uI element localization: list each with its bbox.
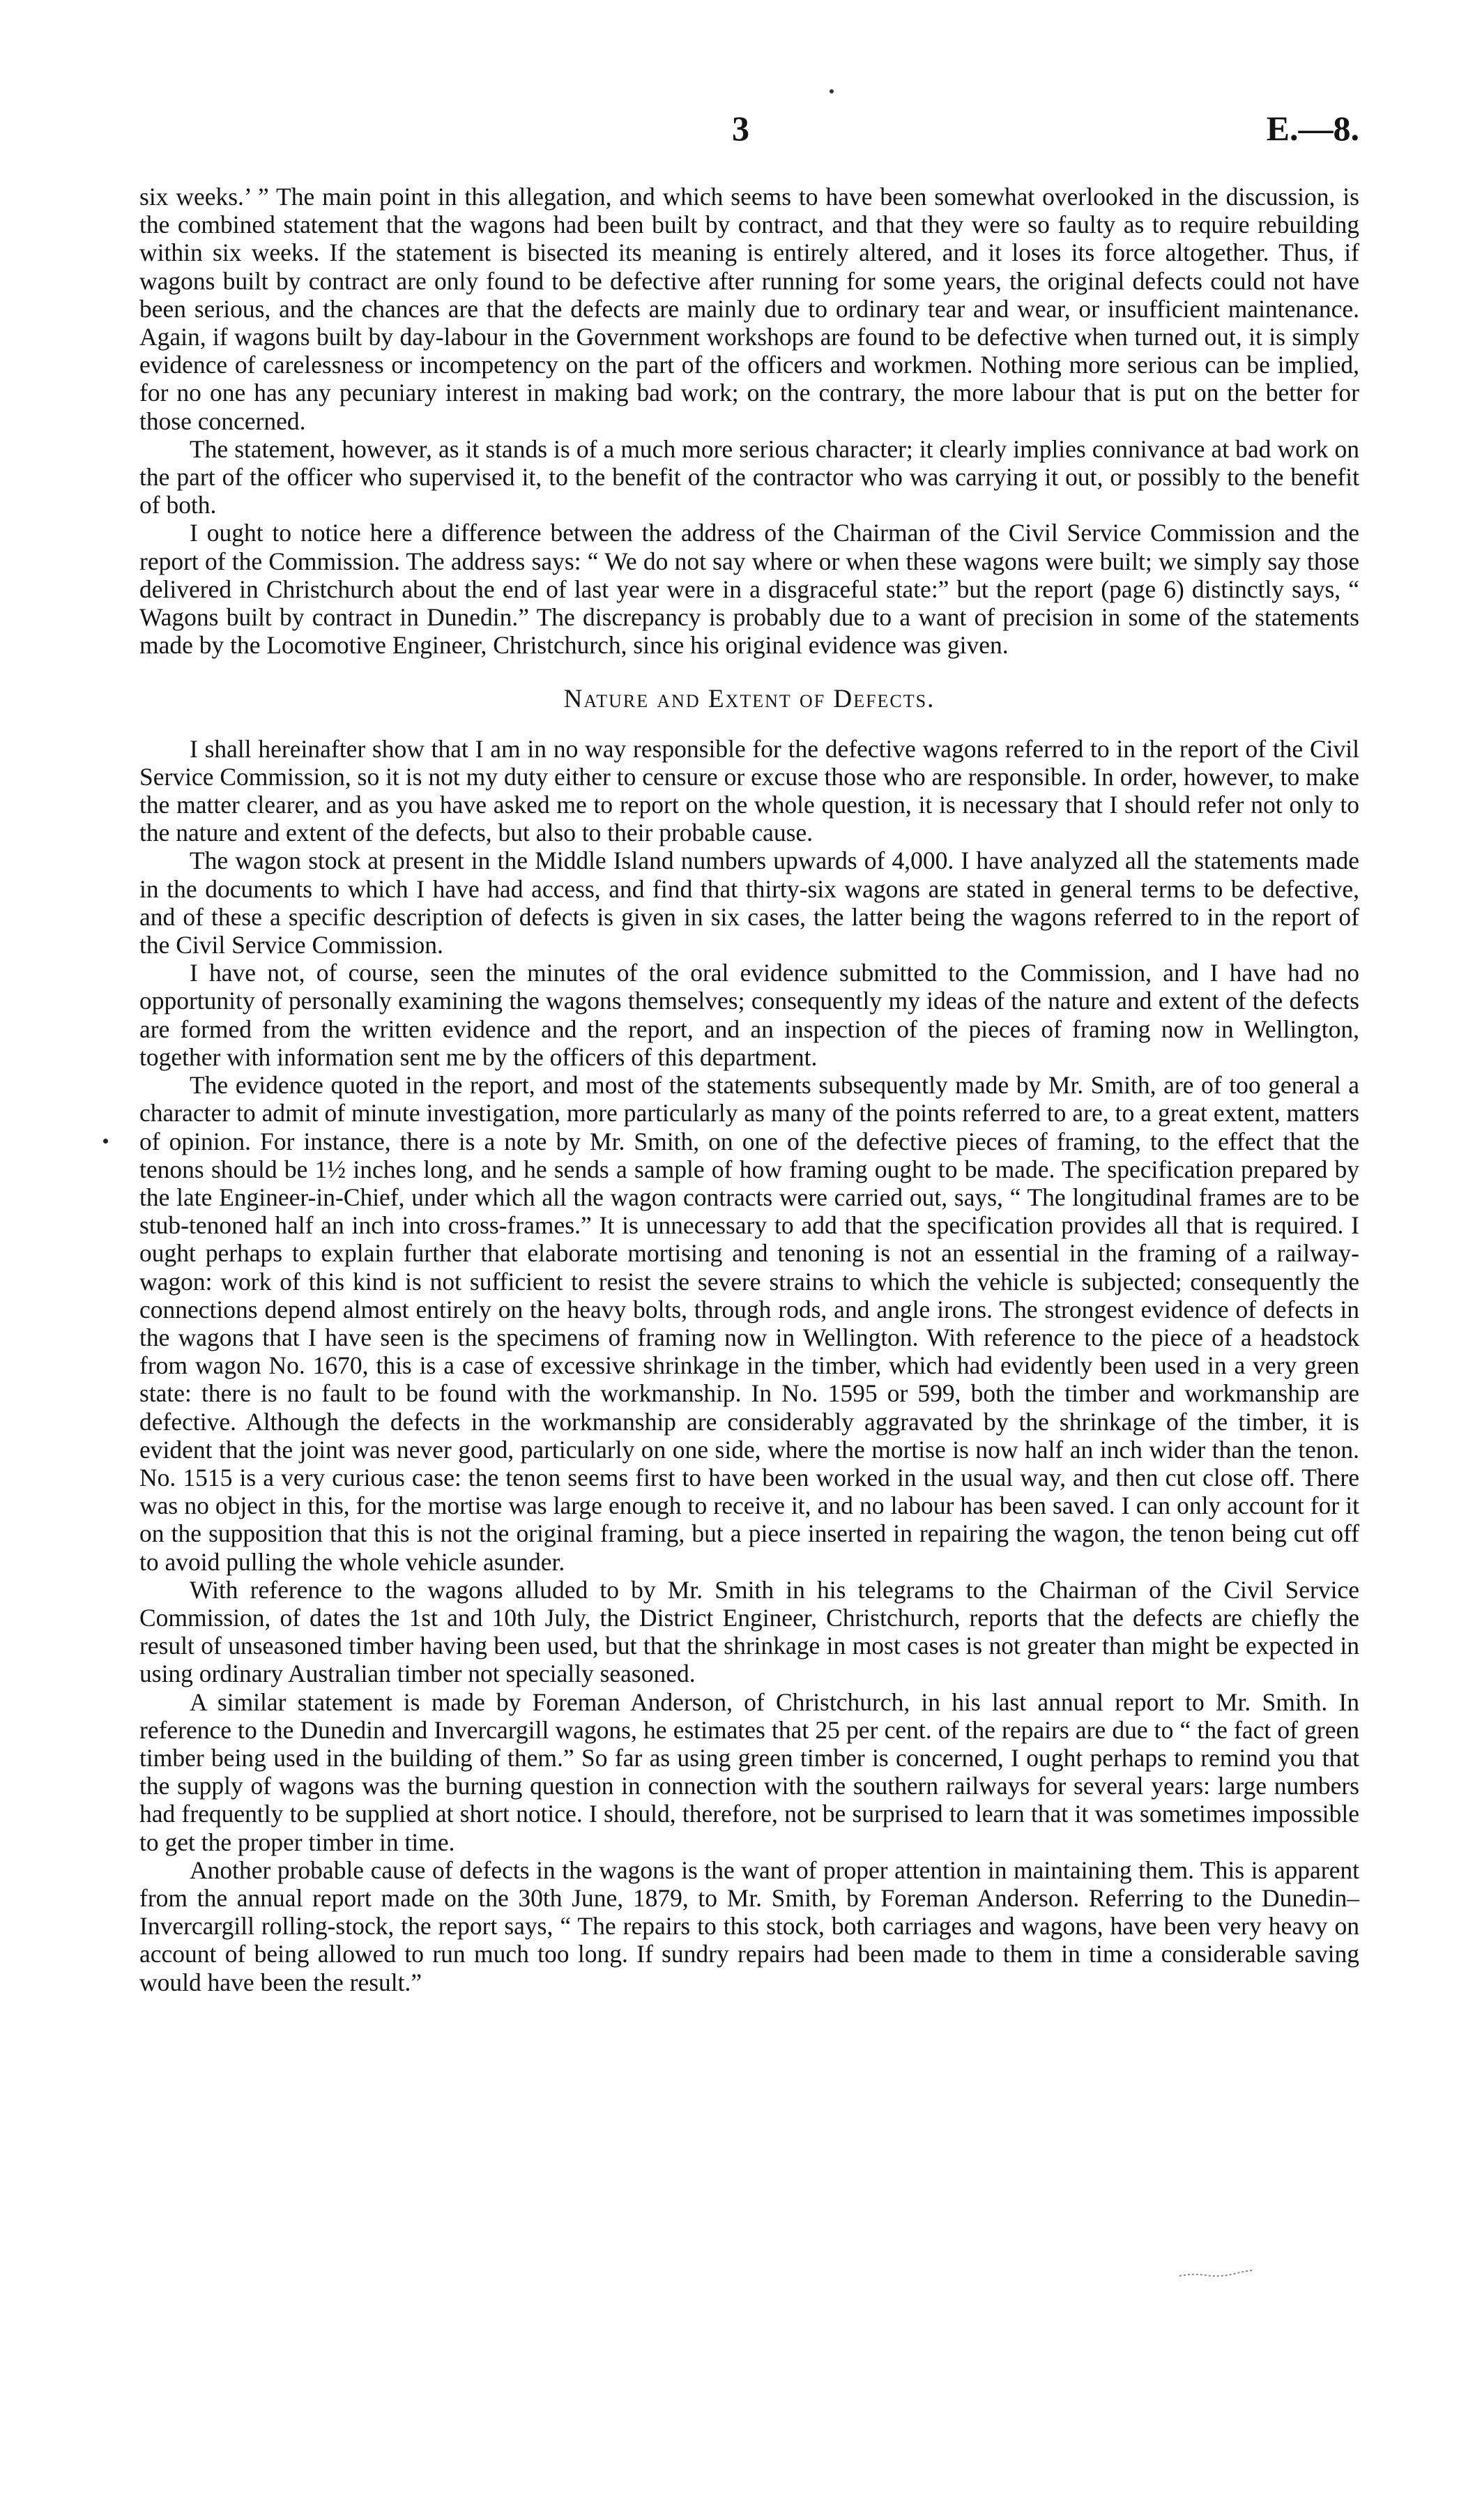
paragraph: With reference to the wagons alluded to by Mr. Smith in his telegrams to the Chairman of the Civil Service Commission, of dates the 1st and 10th July, the District Engineer, Christchurch, reports that the defects are chiefly the result of unseasoned timber having been used, but that the shrinkage in most cases is not greater than might be expected in using ordinary Australian timber not specially seasoned. [139,1575,1359,1688]
paragraph-continuation: six weeks.’ ” The main point in this allegation, and which seems to have been somewhat overlooked in the discussion, is the combined statement that the wagons had been built by contract, and that they were so faulty as to require rebuilding within six weeks. If the statement is bisected its meaning is entirely altered, and it loses its force altogether. Thus, if wagons built by contract are only found to be defective after running for some years, the original defects could not have been serious, and the chances are that the defects are mainly due to ordinary tear and wear, or insufficient maintenance. Again, if wagons built by day-labour in the Government workshops are found to be defective when turned out, it is simply evidence of carelessness or incompetency on the part of the officers and workmen. Nothing more serious can be implied, for no one has any pecuniary interest in making bad work; on the contrary, the more labour that is put on the better for those concerned. [139,183,1359,435]
paragraph: A similar statement is made by Foreman Anderson, of Christchurch, in his last annual report to Mr. Smith. In reference to the Dunedin and Invercargill wagons, he estimates that 25 per cent. of the repairs are due to “ the fact of green timber being used in the building of them.” So far as using green timber is concerned, I ought perhaps to remind you that the supply of wagons was the burning question in connection with the southern railways for several years: large numbers had frequently to be supplied at short notice. I should, therefore, not be surprised to learn that it was sometimes impossible to get the proper timber in time. [139,1687,1359,1856]
margin-mark [103,1139,108,1144]
paragraph: Another probable cause of defects in the wagons is the want of proper attention in maintaining them. This is apparent from the annual report made on the 30th June, 1879, to Mr. Smith, by Foreman Anderson. Referring to the Dunedin–Invercargill rolling-stock, the report says, “ The repairs to this stock, both carriages and wagons, have been very heavy on account of being allowed to run much too long. If sundry repairs had been made to them in time a considerable saving would have been the result.” [139,1855,1359,1996]
page-number: 3 [732,109,749,148]
paragraph: The evidence quoted in the report, and most of the statements subsequently made by Mr. Smith, are of too general a character to admit of minute investigation, more particularly as many of the points referred to are, to a great extent, matters of opinion. For instance, there is a note by Mr. Smith, on one of the defective pieces of framing, to the effect that the tenons should be 1½ inches long, and he sends a sample of how framing ought to be made. The specification prepared by the late Engineer-in-Chief, under which all the wagon contracts were carried out, says, “ The longitudinal frames are to be stub-tenoned half an inch into cross-frames.” It is unnecessary to add that the specification provides all that is required. I ought perhaps to explain further that elaborate mortising and tenoning is not an essential in the framing of a railway-wagon: work of this kind is not sufficient to resist the severe strains to which the vehicle is subjected; consequently the connections depend almost entirely on the heavy bolts, through rods, and angle irons. The strongest evidence of defects in the wagons that I have seen is the specimens of framing now in Wellington. With reference to the piece of a headstock from wagon No. 1670, this is a case of excessive shrinkage in the timber, which had evidently been used in a very green state: there is no fault to be found with the workmanship. In No. 1595 or 599, both the timber and workmanship are defective. Although the defects in the workmanship are considerably aggravated by the shrinkage of the timber, it is evident that the joint was never good, particularly on one side, where the mortise is now half an inch wider than the tenon. No. 1515 is a very curious case: the tenon seems first to have been worked in the usual way, and then cut close off. There was no object in this, for the mortise was large enough to receive it, and no labour has been saved. I can only account for it on the supposition that this is not the original framing, but a piece inserted in repairing the wagon, the tenon being cut off to avoid pulling the whole vehicle asunder. [139,1071,1359,1576]
document-reference: E.—8. [1266,109,1359,148]
paragraph: The wagon stock at present in the Middle Island numbers upwards of 4,000. I have analyzed all the statements made in the documents to which I have had access, and find that thirty-six wagons are stated in general terms to be defective, and of these a specific description of defects is given in six cases, the latter being the wagons referred to in the report of the Civil Service Commission. [139,847,1359,959]
paragraph: I ought to notice here a difference between the address of the Chairman of the Civil Service Commission and the report of the Commission. The address says: “ We do not say where or when these wagons were built; we simply say those delivered in Christchurch about the end of last year were in a disgraceful state:” but the report (page 6) distinctly says, “ Wagons built by contract in Dunedin.” The discrepancy is probably due to a want of precision in some of the statements made by the Locomotive Engineer, Christchurch, since his original evidence was given. [139,519,1359,660]
ink-smudge [1178,2268,1255,2279]
page-header [139,108,1359,164]
section-heading: Nature and Extent of Defects. [563,685,935,714]
body-text [139,183,1359,1996]
paragraph: I have not, of course, seen the minutes of the oral evidence submitted to the Commission, and I have had no opportunity of personally examining the wagons themselves; consequently my ideas of the nature and extent of the defects are formed from the written evidence and the report, and an inspection of the pieces of framing now in Wellington, together with information sent me by the officers of this department. [139,959,1359,1071]
paragraph: I shall hereinafter show that I am in no way responsible for the defective wagons referred to in the report of the Civil Service Commission, so it is not my duty either to censure or excuse those who are responsible. In order, however, to make the matter clearer, and as you have asked me to report on the whole question, it is necessary that I should refer not only to the nature and extent of the defects, but also to their probable cause. [139,734,1359,847]
scan-mark [830,89,834,93]
paragraph: The statement, however, as it stands is of a much more serious character; it clearly implies connivance at bad work on the part of the officer who supervised it, to the benefit of the contractor who was carrying it out, or possibly to the benefit of both. [139,434,1359,519]
